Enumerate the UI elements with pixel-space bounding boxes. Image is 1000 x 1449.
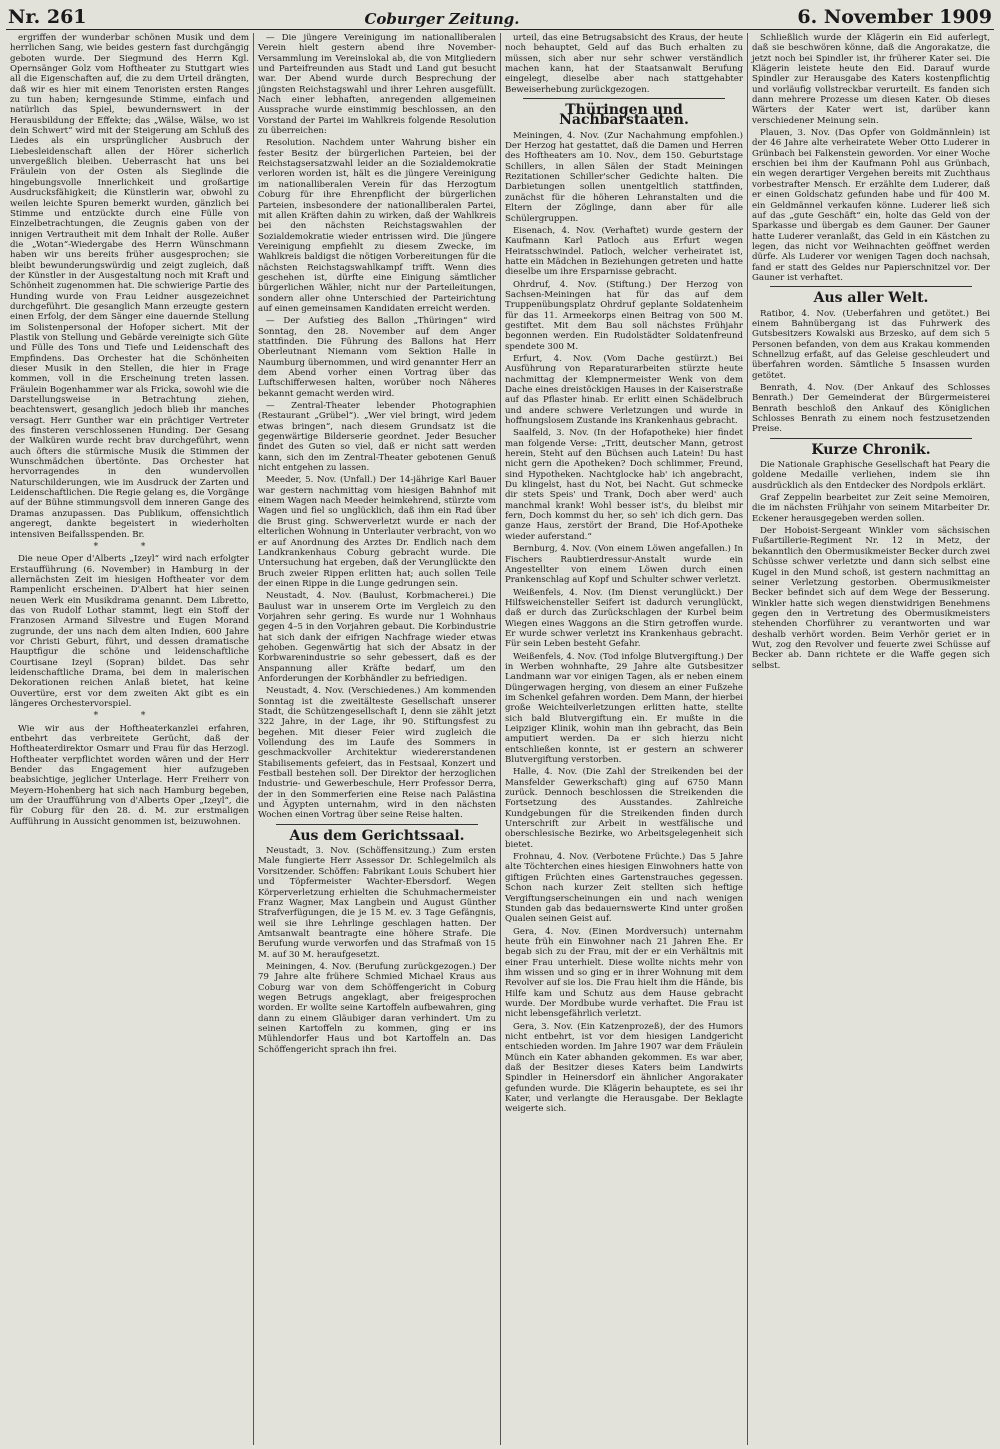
article-paragraph: Gera, 3. Nov. (Ein Katzenprozeß), der des Humors nicht entbehrt, ist vor dem hiesigen Landgericht entschieden worden. Im Jahre 1907 war dem Fräulein Münch ein Kater abhanden gekommen. Es war aber, daß der Besitzer dieses Katers beim Landwirts Spindler in Heinersdorf ein ähnlicher Angorakater gefunden wurde. Die Klägerin behauptete, es sei ihr Kater, und verlangte die Herausgabe. Der Beklagte weigerte sich. <box>505 1021 743 1115</box>
column-2 <box>253 33 500 1445</box>
article-paragraph: Meiningen, 4. Nov. (Zur Nachahmung empfohlen.) Der Herzog hat gestattet, daß die Damen und Herren des Hoftheaters am 10. Nov., dem 150. Geburtstage Schillers, in allen Sälen der Stadt Meiningen Rezitationen Schiller'scher Gedichte halten. Die Darbietungen sollen unentgeltlich stattfinden, zunächst für die höheren Lehranstalten und die Eltern der Zöglinge, dann aber für alle Schülergruppen. <box>505 130 743 224</box>
article-paragraph: Plauen, 3. Nov. (Das Opfer von Goldmännlein) ist der 46 Jahre alte verheiratete Weber Otto Luderer in Grünbach bei Falkenstein geworden. Vor einer Woche erschien bei ihm der Kaufmann Pohl aus Grünbach, ein wegen derartiger Vergehen bereits mit Zuchthaus vorbestrafter Mensch. Er erzählte dem Luderer, daß er einen Goldschatz gefunden habe und für 400 M. ein Geldmännel verkaufen könne. Luderer ließ sich auf das „gute Geschäft“ ein, holte das Geld von der Sparkasse und übergab es dem Gauner. Der Gauner hatte Luderer veranlaßt, das Geld in ein Kästchen zu legen, das nicht vor Weihnachten geöffnet werden dürfe. Als Luderer vor wenigen Tagen doch nachsah, fand er statt des Geldes nur Papierschnitzel vor. Der Gauner ist verhaftet. <box>752 128 990 283</box>
article-paragraph: Meeder, 5. Nov. (Unfall.) Der 14-jährige Karl Bauer war gestern nachmittag vom hiesigen Bahnhof mit einem Wagen nach Meeder heimkehrend, stürzte vom Wagen und fiel so unglücklich, daß ihm ein Rad über die Brust ging. Schwerverletzt wurde er nach der elterlichen Wohnung in Unterlauter verbracht, von wo er auf Anordnung des Arztes Dr. Endlich nach dem Landkrankenhaus Coburg gebracht wurde. Die Untersuchung hat ergeben, daß der Verunglückte den Bruch zweier Rippen erlitten hat; auch sollen Teile der einen Rippe in die Lunge gedrungen sein. <box>258 475 496 589</box>
article-paragraph: Die Nationale Graphische Gesellschaft hat Peary die goldene Medaille verliehen, indem sie ihn ausdrücklich als den Entdecker des Nordpols erklärt. <box>752 460 990 491</box>
article-paragraph: Neustadt, 4. Nov. (Baulust, Korbmacherei.) Die Baulust war in unserem Orte im Vergleich zu den Vorjahren sehr gering. Es wurde nur 1 Wohnhaus gegen 4–5 in den Vorjahren gebaut. Die Korbindustrie hat sich dank der eifrigen Nachfrage wieder etwas gehoben. Gegenwärtig hat sich der Absatz in der Korbwarenindustrie so sehr gebessert, daß es der Anspannung aller Kräfte bedarf, um den Anforderungen der Korbhändler zu befriedigen. <box>258 591 496 684</box>
newspaper-title: Coburger Zeitung. <box>364 10 520 28</box>
article-paragraph: — Der Aufstieg des Ballon „Thüringen“ wird Sonntag, den 28. November auf dem Anger stattfinden. Die Führung des Ballons hat Herr Oberleutnant Niemann vom Sektion Halle in Naumburg übernommen, und wird genannter Herr an dem Abend vorher einen Vortrag über das Luftschifferwesen halten, worüber noch Näheres bekannt gemacht werden wird. <box>258 316 496 399</box>
article-paragraph: Meiningen, 4. Nov. (Berufung zurückgezogen.) Der 79 Jahre alte frühere Schmied Michael Kraus aus Coburg war von dem Schöffengericht in Coburg wegen Betrugs angeklagt, aber freigesprochen worden. Er wollte seine Kartoffeln aufbewahren, ging dann zu einem Gläubiger daran verhindert. Um zu seinen Kartoffeln zu kommen, ging er ins Mühlendorfer Haus und bot Kartoffeln an. Das Schöffengericht sprach ihn frei. <box>258 961 496 1055</box>
section-rule <box>276 824 478 825</box>
article-paragraph: Benrath, 4. Nov. (Der Ankauf des Schlosses Benrath.) Der Gemeinderat der Bürgermeisterei Benrath beschloß den Ankauf des Königlichen Schlosses Benrath zu einem noch festzusetzenden Preise. <box>752 383 990 435</box>
article-paragraph: Ratibor, 4. Nov. (Ueberfahren und getötet.) Bei einem Bahnübergang ist das Fuhrwerk des Gutsbesitzers Kowalski aus Brzesko, auf dem sich 5 Personen befanden, von dem aus Krakau kommenden Schnellzug erfaßt, auf das Geleise geschleudert und überfahren worden. Sämtliche 5 Insassen wurden getötet. <box>752 308 990 381</box>
separator-stars: * * <box>93 541 166 552</box>
article-paragraph: Wie wir aus der Hoftheaterkanzlei erfahren, entbehrt das verbreitete Gerücht, daß der Hoftheaterdirektor Osmarr und Frau für das Herzogl. Hoftheater verpflichtet worden wären und der Herr Bender das Engagement hier aufzugeben beabsichtige, jeglicher Unterlage. Herr Freiherr von Meyern-Hohenberg hat sich nach Hamburg begeben, um der Uraufführung von d'Alberts Oper „Izeyl“, die für Coburg für den 28. d. M. zur erstmaligen Aufführung in Aussicht genommen ist, beizuwohnen. <box>10 723 249 827</box>
section-rule <box>523 98 725 99</box>
article-paragraph: — Die jüngere Vereinigung im nationalliberalen Verein hielt gestern abend ihre November-Versammlung im Vereinslokal ab, die von Mitgliedern und Parteifreunden aus Stadt und Land gut besucht war. Der Abend wurde durch Besprechung der jüngsten Reichstagswahl und ihrer Lehren ausgefüllt. Nach einer lebhaften, anregenden allgemeinen Aussprache wurde einstimmig beschlossen, an den Vorstand der Partei im Wahlkreis folgende Resolution zu überreichen: <box>258 33 496 137</box>
issue-number: Nr. 261 <box>8 6 87 28</box>
section-rule <box>770 286 972 287</box>
column-3 <box>500 33 747 1445</box>
separator-stars: * * <box>93 711 166 722</box>
column-4 <box>747 33 994 1445</box>
article-paragraph: Weißenfels, 4. Nov. (Im Dienst verunglückt.) Der Hilfsweichensteller Seifert ist dadurch verunglückt, daß er durch das Zurückschlagen der Kurbel beim Wiegen eines Waggons an die Stirn getroffen wurde. Er wurde schwer verletzt ins Krankenhaus gebracht. Für sein Leben besteht Gefahr. <box>505 587 743 650</box>
article-paragraph: ergriffen der wunderbar schönen Musik und dem herrlichen Sang, wie beides gestern fast durchgängig geboten wurde. Der Siegmund des Herrn Kgl. Opernsänger Golz vom Hoftheater zu Stuttgart wies all die Eigenschaften auf, die zu dem Urteil drängten, daß wir es hier mit einem Tenoristen ersten Ranges zu tun haben; kerngesunde Stimme, einfach und natürlich das Spiel, bewundernswert in der Herausbildung der Effekte; das „Wälse, Wälse, wo ist dein Schwert“ wird mit der Steigerung am Schluß des Liedes als ein ursprünglicher Ausbruch der Liebesleidenschaft allen der Hörer sicherlich unvergeßlich bleiben. Ueberrascht hat uns bei Fräulein von der Osten als Sieglinde die hingebungsvolle Innerlichkeit und großartige Ausdrucksfähigkeit; die Künstlerin war, obwohl zu weilen leichte Spuren bemerkt wurden, gänzlich bei Stimme und entzückte durch eine Fülle von Einzelbetrachtungen, die Zeugnis gaben von der innigen Vertrautheit mit dem Inhalt der Rolle. Außer die „Wotan“-Wiedergabe des Herrn Wünschmann haben wir uns bereits früher ausgesprochen; sie bleibt bewunderungswürdig und zeigt zugleich, daß der Künstler in der Ausgestaltung noch mit Kraft und Schönheit zugenommen hat. Die schwierige Partie des Hunding wurde von Frau Leidner ausgezeichnet durchgeführt. Die gesanglich Mann erzeugte gestern einen Erfolg, der dem Sänger eine dauernde Stellung im Solistenpersonal der Hofoper sichert. Mit der Plastik von Stellung und Gebärde vereinigte sich Güte und Fülle des Tons und Tiefe und Leidenschaft des Empfindens. Das Orchester hat die Schönheiten dieser Musik in den Stellen, die hier in Frage kommen, voll in die Erscheinung treten lassen. Fräulein Bogenhammer war als Fricka, sowohl wie die Darstellungsweise in Betrachtung ziehen, beachtenswert, gesanglich jedoch blieb ihr manches versagt. Herr Gunther war ein prächtiger Vertreter des finsteren verschlossenen Hunding. Der Gesang der Walküren wurde recht brav durchgeführt, wenn auch öfters die stürmische Musik die Stimmen der Wunschmädchen übertönte. Das Orchester hat hervorragendes in den wundervollen Naturschilderungen, wie im Ausdruck der Zarten und Leidenschaftlichen. Die Regie gelang es, die Vorgänge auf der Bühne stimmungsvoll dem inneren Gange des Dramas anzupassen. Das Publikum, offensichtlich angeregt, dankte begeistert in wiederholten intensiven Beifallsspenden. Br. <box>10 33 249 540</box>
columns <box>6 33 994 1445</box>
article-paragraph: Eisenach, 4. Nov. (Verhaftet) wurde gestern der Kaufmann Karl Patloch aus Erfurt wegen Heiratsschwindel. Patloch, welcher verheiratet ist, hatte ein Mädchen in Beziehungen getreten und hatte dieselbe um ihre Ersparnisse gebracht. <box>505 225 743 278</box>
article-paragraph: Halle, 4. Nov. (Die Zahl der Streikenden bei der Mansfelder Gewerkschaft) ging auf 6750 Mann zurück. Dennoch beschlossen die Streikenden die Fortsetzung des Ausstandes. Zahlreiche Kundgebungen für die Streikenden finden durch Unterschrift zur Arbeit in westfälische und oberschlesische Bezirke, wo Arbeitsgelegenheit sich bietet. <box>505 767 743 850</box>
article-paragraph: Erfurt, 4. Nov. (Vom Dache gestürzt.) Bei Ausführung von Reparaturarbeiten stürzte heute nachmittag der Klempnermeister Wenk von dem Dache eines dreistöckigen Hauses in der Kaiserstraße auf das Pflaster hinab. Er erlitt einen Schädelbruch und andere schwere Verletzungen und wurde in hoffnungslosem Zustande ins Krankenhaus gebracht. <box>505 353 743 427</box>
article-paragraph: Ohrdruf, 4. Nov. (Stiftung.) Der Herzog von Sachsen-Meiningen hat für das auf dem Truppenübungsplatz Ohrdruf geplante Soldatenheim für das 11. Armeekorps einen Beitrag von 500 M. gestiftet. Mit dem Bau soll nächstes Frühjahr begonnen werden. Ein Rudolstädter Soldatenfreund spendete 300 M. <box>505 279 743 352</box>
article-paragraph: Der Hoboist-Sergeant Winkler vom sächsischen Fußartillerie-Regiment Nr. 12 in Metz, der bekanntlich den Obermusikmeister Becker durch zwei Schüsse schwer verletzte und dann sich selbst eine Kugel in den Mund schoß, ist gestern nachmittag an seiner Verletzung gestorben. Obermusikmeister Becker befindet sich auf dem Wege der Besserung. Winkler hatte sich wegen dienstwidrigen Benehmens gegen den in Vertretung des Obermusikmeisters stehenden Chorführer zu verantworten und war deshalb verhört worden. Beim Verhör geriet er in Wut, zog den Revolver und feuerte zwei Schüsse auf Becker ab. Dann richtete er die Waffe gegen sich selbst. <box>752 526 990 671</box>
article-paragraph: Frohnau, 4. Nov. (Verbotene Früchte.) Das 5 Jahre alte Töchterchen eines hiesigen Einwohners hatte von giftigen Früchten eines Gartenstrauches gegessen. Schon nach kurzer Zeit stellten sich heftige Vergiftungserscheinungen ein und nach wenigen Stunden gab das bedauernswerte Kind unter großen Qualen seinen Geist auf. <box>505 852 743 925</box>
article-paragraph: — Zentral-Theater lebender Photographien (Restaurant „Grübel“). „Wer viel bringt, wird jedem etwas bringen“, nach diesem Grundsatz ist die gegenwärtige Bilderserie geordnet. Jeder Besucher findet des Guten so viel, daß er nicht satt werden kann, sich den im Zentral-Theater gebotenen Genuß nicht entgehen zu lassen. <box>258 401 496 474</box>
article-paragraph: Saalfeld, 3. Nov. (In der Hofapotheke) hier findet man folgende Verse: „Tritt, deutscher Mann, getrost herein, Steht auf den Büchsen auch Latein! Du hast nicht gern die Apotheken? Doch schlimmer, Freund, sind Hypotheken. Nachtglocke hab' ich angebracht, Du klingelst, hast du Not, bei Nacht. Gut schmecke dir stets Speis' und Trank, Doch aber werd' auch manchmal krank! Wohl besser ist's, du bleibst mir fern, Doch kommst du her, so seh' ich dich gern. Das ganze Haus, zerstört der Brand, Die Hof-Apotheke wieder auferstand.“ <box>505 428 743 542</box>
column-1 <box>6 33 253 1445</box>
header-rule <box>6 29 994 30</box>
article-paragraph: Weißenfels, 4. Nov. (Tod infolge Blutvergiftung.) Der in Werben wohnhafte, 29 Jahre alte Gutsbesitzer Landmann war vor einigen Tagen, als er neben einem Düngerwagen herging, von diesem an einer Fußzehe im Schenkel gefahren worden. Dem Mann, der hierbei große Weichteilverletzungen erlitten hatte, stellte sich bald Blutvergiftung ein. Er mußte in die Leipziger Klinik, wohin man ihn gebracht, das Bein amputiert werden. Da er sich hierzu nicht entschließen konnte, ist er gestern an schwerer Blutvergiftung verstorben. <box>505 651 743 766</box>
article-paragraph: Neustadt, 3. Nov. (Schöffensitzung.) Zum ersten Male fungierte Herr Assessor Dr. Schlegelmilch als Vorsitzender. Schöffen: Fabrikant Louis Schubert hier und Töpfermeister Wachter-Ebersdorf. Wegen Körperverletzung erhielten die Schuhmachermeister Franz Wagner, Max Langbein und August Günther Strafverfügungen, die je 15 M. ev. 3 Tage Gefängnis, weil sie ihre Lehrlinge geschlagen hatten. Der Amtsanwalt beantragte eine höhere Strafe. Die Berufung wurde verworfen und das Strafmaß von 15 M. auf 30 M. heraufgesetzt. <box>258 846 496 960</box>
article-paragraph: urteil, das eine Betrugsabsicht des Kraus, der heute noch behauptet, Geld auf das Buch erhalten zu müssen, sich aber nur sehr schwer verständlich machen kann, hat der Staatsanwalt Berufung eingelegt, dieselbe aber nach stattgehabter Beweiserhebung zurückgezogen. <box>505 33 743 95</box>
article-paragraph: Neustadt, 4. Nov. (Verschiedenes.) Am kommenden Sonntag ist die zweitälteste Gesellschaft unserer Stadt, die Schützengesellschaft I, denn sie zählt jetzt 322 Jahre, in der Lage, ihr 90. Stiftungsfest zu begehen. Mit dieser Feier wird zugleich die Vollendung des im Laufe des Sommers in geschmackvoller Architektur wiedererstandenen Stabilisements gefeiert, das in Festsaal, Konzert und Festball bestehen soll. Der Direktor der herzoglichen Industrie- und Gewerbeschule, Herr Professor Derra, der in den Sommerferien eine Reise nach Palästina und Ägypten unternahm, wird in den nächsten Wochen einen Vortrag über seine Reise halten. <box>258 686 496 821</box>
section-rule <box>770 438 972 439</box>
article-paragraph: Graf Zeppelin bearbeitet zur Zeit seine Memoiren, die im nächsten Frühjahr von seinem Mitarbeiter Dr. Eckener herausgegeben werden sollen. <box>752 493 990 524</box>
article-paragraph: Bernburg, 4. Nov. (Von einem Löwen angefallen.) In Fischers Raubtierdressur-Anstalt wurde ein Angestellter von einem Löwen durch einen Prankenschlag auf Kopf und Schulter schwer verletzt. <box>505 544 743 586</box>
section-heading-thuringia: Thüringen und Nachbarstaaten. <box>559 102 689 129</box>
issue-date: 6. November 1909 <box>797 6 992 28</box>
article-paragraph: Resolution. Nachdem unter Wahrung bisher ein fester Besitz der bürgerlichen Parteien, bei der Reichstagsersatzwahl leider an die Sozialdemokratie verloren worden ist, hält es die jüngere Vereinigung im nationalliberalen Verein für das Herzogtum Coburg für ihre Ehrenpflicht der bürgerlichen Parteien, insbesondere der nationalliberalen Partei, mit allen Kräften dahin zu wirken, daß der Wahlkreis bei den nächsten Reichstagswahlen der Sozialdemokratie wieder entrissen wird. Die jüngere Vereinigung empfiehlt zu diesem Zwecke, im Wahlkreis baldigst die nötigen Vorbereitungen für die nächsten Reichstagswahlkampf trifft. Wenn dies geschehen ist, dürfte eine Einigung sämtlicher bürgerlichen Wähler, nicht nur der Parteileitungen, sondern aller ohne Unterschied der Parteirichtung auf einen gemeinsamen Kandidaten erreicht werden. <box>258 138 496 314</box>
article-paragraph: Die neue Oper d'Alberts „Izeyl“ wird nach erfolgter Erstaufführung (6. November) in Hamburg in der allernächsten Zeit im hiesigen Hoftheater vor dem Rampenlicht erscheinen. D'Albert hat hier seinen neuen Werk ein Musikdrama genannt. Dem Libretto, das von Rudolf Lothar stammt, liegt ein Stoff der Franzosen Armand Silvestre und Eugen Morand zugrunde, der uns nach dem alten Indien, 600 Jahre vor Christi Geburt, führt, und dessen dramatische Hauptfigur die schöne und leidenschaftliche Courtisane Izeyl (Sopran) bildet. Das sehr leidenschaftliche Drama, bei dem in malerischen Dekorationen reichen Anlaß bietet, hat keine Ouvertüre, erst vor dem zweiten Akt gibt es ein längeres Orchestervorspiel. <box>10 554 249 709</box>
section-heading-world: Aus aller Welt. <box>813 290 929 307</box>
section-heading-court: Aus dem Gerichtssaal. <box>289 827 465 844</box>
masthead <box>8 4 992 28</box>
section-heading-chronicle: Kurze Chronik. <box>811 441 931 458</box>
article-paragraph: Gera, 4. Nov. (Einen Mordversuch) unternahm heute früh ein Einwohner nach 21 Jahren Ehe. Er begab sich zu der Frau, mit der er ein Verhältnis mit einer Frau unterhielt. Diese wollte nichts mehr von ihm wissen und so ging er in ihrer Wohnung mit dem Revolver auf sie los. Die Frau hielt ihm die Hände, bis Hilfe kam und Schutz aus dem Hause gebracht wurde. Der Mordbube wurde verhaftet. Die Frau ist nicht lebensgefährlich verletzt. <box>505 926 743 1020</box>
article-paragraph: Schließlich wurde der Klägerin ein Eid auferlegt, daß sie beschwören könne, daß die Angorakatze, die jetzt noch bei Spindler ist, ihr früherer Kater sei. Die Klägerin leistete heute den Eid. Darauf wurde Spindler zur Herausgabe des Katers kostenpflichtig und vorläufig vollstreckbar verurteilt. Es fanden sich dann mehrere Prozesse um diesen Kater. Ob dieses Wärters der Kater wert ist, darüber kann verschiedener Meinung sein. <box>752 33 990 126</box>
